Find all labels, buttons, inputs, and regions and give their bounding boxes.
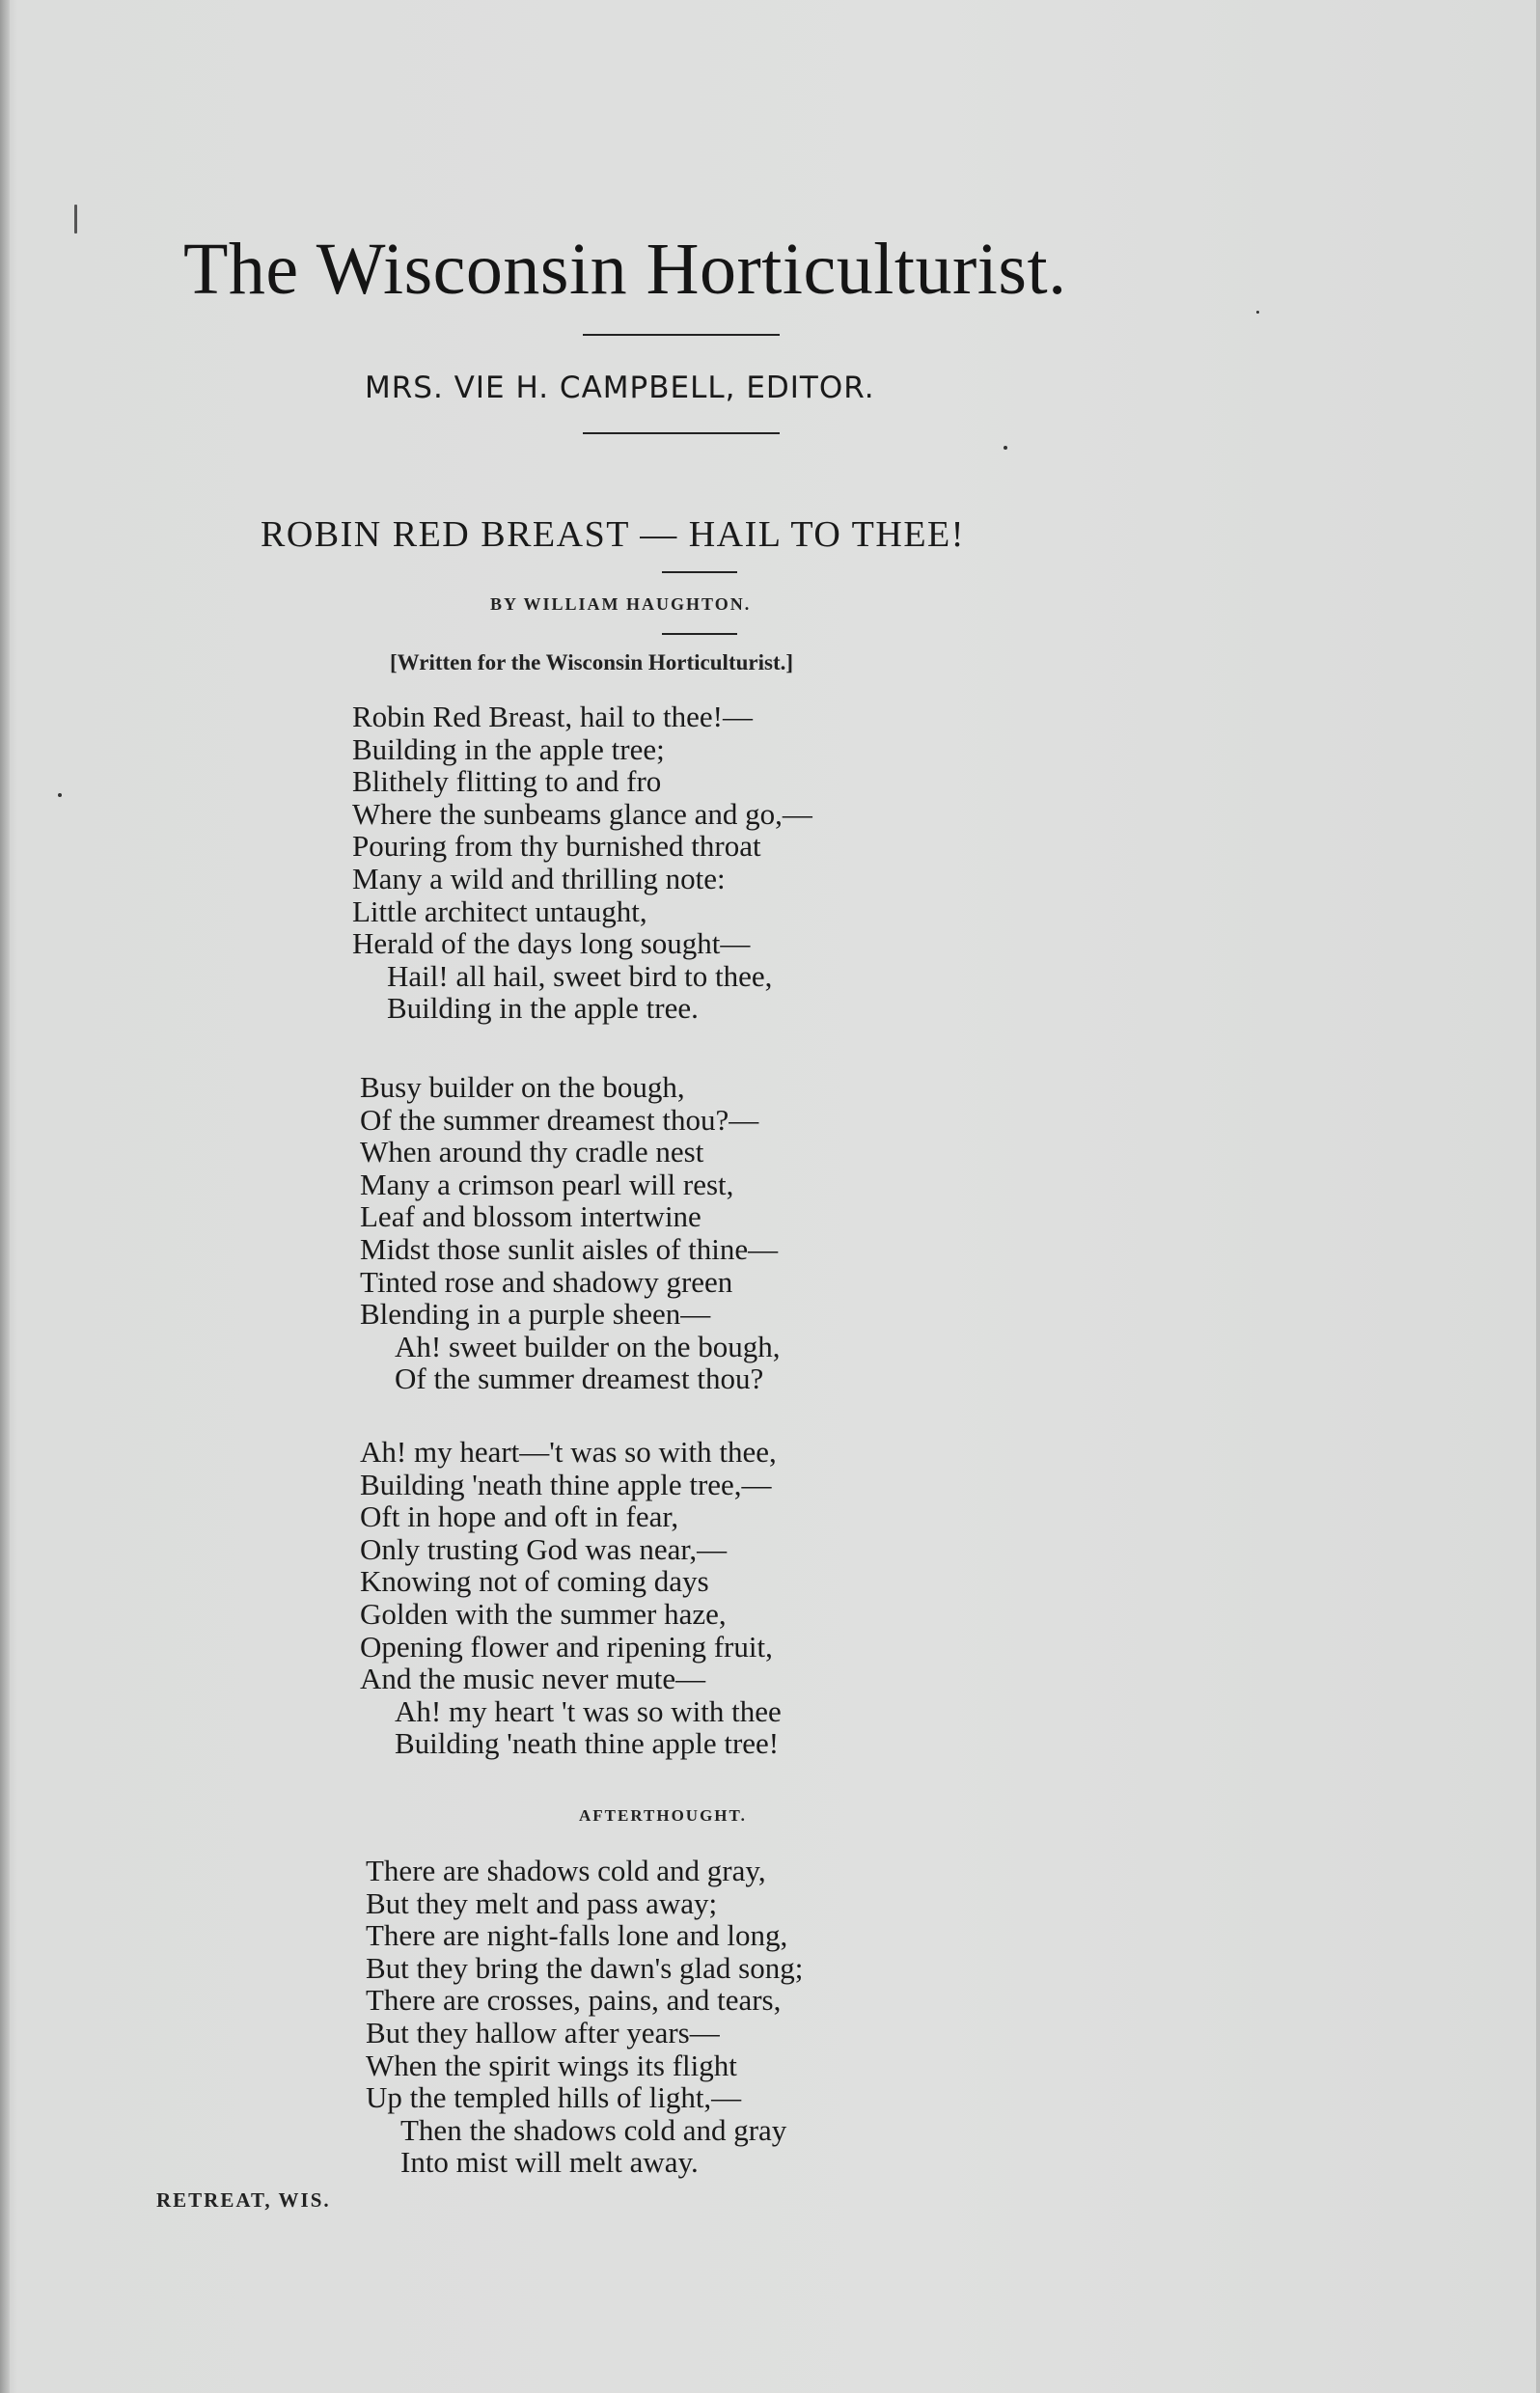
poem-line: Oft in hope and oft in fear, bbox=[360, 1499, 679, 1534]
poem-line: Knowing not of coming days bbox=[360, 1564, 709, 1599]
editor-credit: MRS. VIE H. CAMPBELL, EDITOR. bbox=[365, 371, 875, 405]
poem-line: Only trusting God was near,— bbox=[360, 1531, 728, 1566]
margin-mark bbox=[74, 205, 77, 234]
afterthought-heading: AFTERTHOUGHT. bbox=[579, 1806, 747, 1825]
ink-speck bbox=[58, 793, 62, 797]
poem-line: Ah! my heart 't was so with thee bbox=[395, 1693, 782, 1728]
poem-line: But they melt and pass away; bbox=[366, 1885, 718, 1920]
poem-line: Of the summer dreamest thou? bbox=[395, 1362, 764, 1396]
poem-line: Busy builder on the bough, bbox=[360, 1070, 685, 1104]
poem-line: Building in the apple tree. bbox=[387, 991, 699, 1026]
ink-speck bbox=[1004, 446, 1007, 450]
poem-line: There are shadows cold and gray, bbox=[366, 1854, 766, 1887]
stanza-2 bbox=[360, 1071, 780, 1395]
poem-line: Midst those sunlit aisles of thine— bbox=[360, 1231, 779, 1266]
poem-line: But they bring the dawn's glad song; bbox=[366, 1950, 804, 1985]
poem-line: Herald of the days long sought— bbox=[352, 926, 751, 961]
poem-line: Ah! my heart—'t was so with thee, bbox=[360, 1435, 777, 1469]
poem-line: There are night-falls lone and long, bbox=[366, 1918, 788, 1953]
poem-line: Little architect untaught, bbox=[352, 894, 647, 928]
poem-line: And the music never mute— bbox=[360, 1662, 706, 1696]
poem-line: Many a crimson pearl will rest, bbox=[360, 1167, 734, 1201]
poem-line: Building in the apple tree; bbox=[352, 731, 665, 766]
poem-line: Ah! sweet builder on the bough, bbox=[395, 1329, 781, 1363]
poem-line: Up the templed hills of light,— bbox=[366, 2080, 742, 2115]
stanza-3 bbox=[360, 1436, 782, 1760]
poem-line: Then the shadows cold and gray bbox=[400, 2112, 787, 2147]
poem-line: Where the sunbeams glance and go,— bbox=[352, 796, 812, 831]
poem-line: There are crosses, pains, and tears, bbox=[366, 1983, 782, 2018]
poem-line: Many a wild and thrilling note: bbox=[352, 861, 726, 895]
ink-speck bbox=[1256, 311, 1259, 314]
stanza-1 bbox=[352, 701, 812, 1025]
page-right-edge bbox=[1536, 0, 1540, 2393]
byline-rule bbox=[662, 633, 737, 635]
poem-line: When around thy cradle nest bbox=[360, 1135, 704, 1169]
poem-title: ROBIN RED BREAST — HAIL TO THEE! bbox=[261, 514, 965, 555]
poem-line: Blithely flitting to and fro bbox=[352, 764, 662, 799]
poem-title-rule bbox=[662, 571, 737, 573]
poem-line: Building 'neath thine apple tree! bbox=[395, 1726, 780, 1761]
poem-line: Blending in a purple sheen— bbox=[360, 1297, 711, 1332]
poem-line: Golden with the summer haze, bbox=[360, 1596, 727, 1631]
page-binding-edge bbox=[0, 0, 10, 2393]
poem-line: Tinted rose and shadowy green bbox=[360, 1264, 733, 1299]
poem-line: But they hallow after years— bbox=[366, 2015, 720, 2049]
afterthought-stanza bbox=[366, 1855, 803, 2179]
poem-line: Building 'neath thine apple tree,— bbox=[360, 1467, 772, 1501]
title-rule bbox=[583, 334, 780, 336]
poem-line: Hail! all hail, sweet bird to thee, bbox=[387, 958, 773, 993]
poem-byline: BY WILLIAM HAUGHTON. bbox=[490, 594, 752, 614]
poem-line: Into mist will melt away. bbox=[400, 2145, 699, 2180]
poem-line: Robin Red Breast, hail to thee!— bbox=[352, 700, 753, 733]
poem-line: Opening flower and ripening fruit, bbox=[360, 1629, 773, 1664]
poem-line: Leaf and blossom intertwine bbox=[360, 1199, 701, 1234]
poem-note: [Written for the Wisconsin Horticulturist.] bbox=[390, 650, 794, 674]
journal-title: The Wisconsin Horticulturist. bbox=[183, 229, 1067, 310]
poem-line: Of the summer dreamest thou?— bbox=[360, 1102, 759, 1137]
place-signature: RETREAT, WIS. bbox=[156, 2188, 331, 2212]
editor-rule bbox=[583, 432, 780, 434]
poem-line: When the spirit wings its flight bbox=[366, 2048, 737, 2082]
poem-line: Pouring from thy burnished throat bbox=[352, 829, 761, 864]
